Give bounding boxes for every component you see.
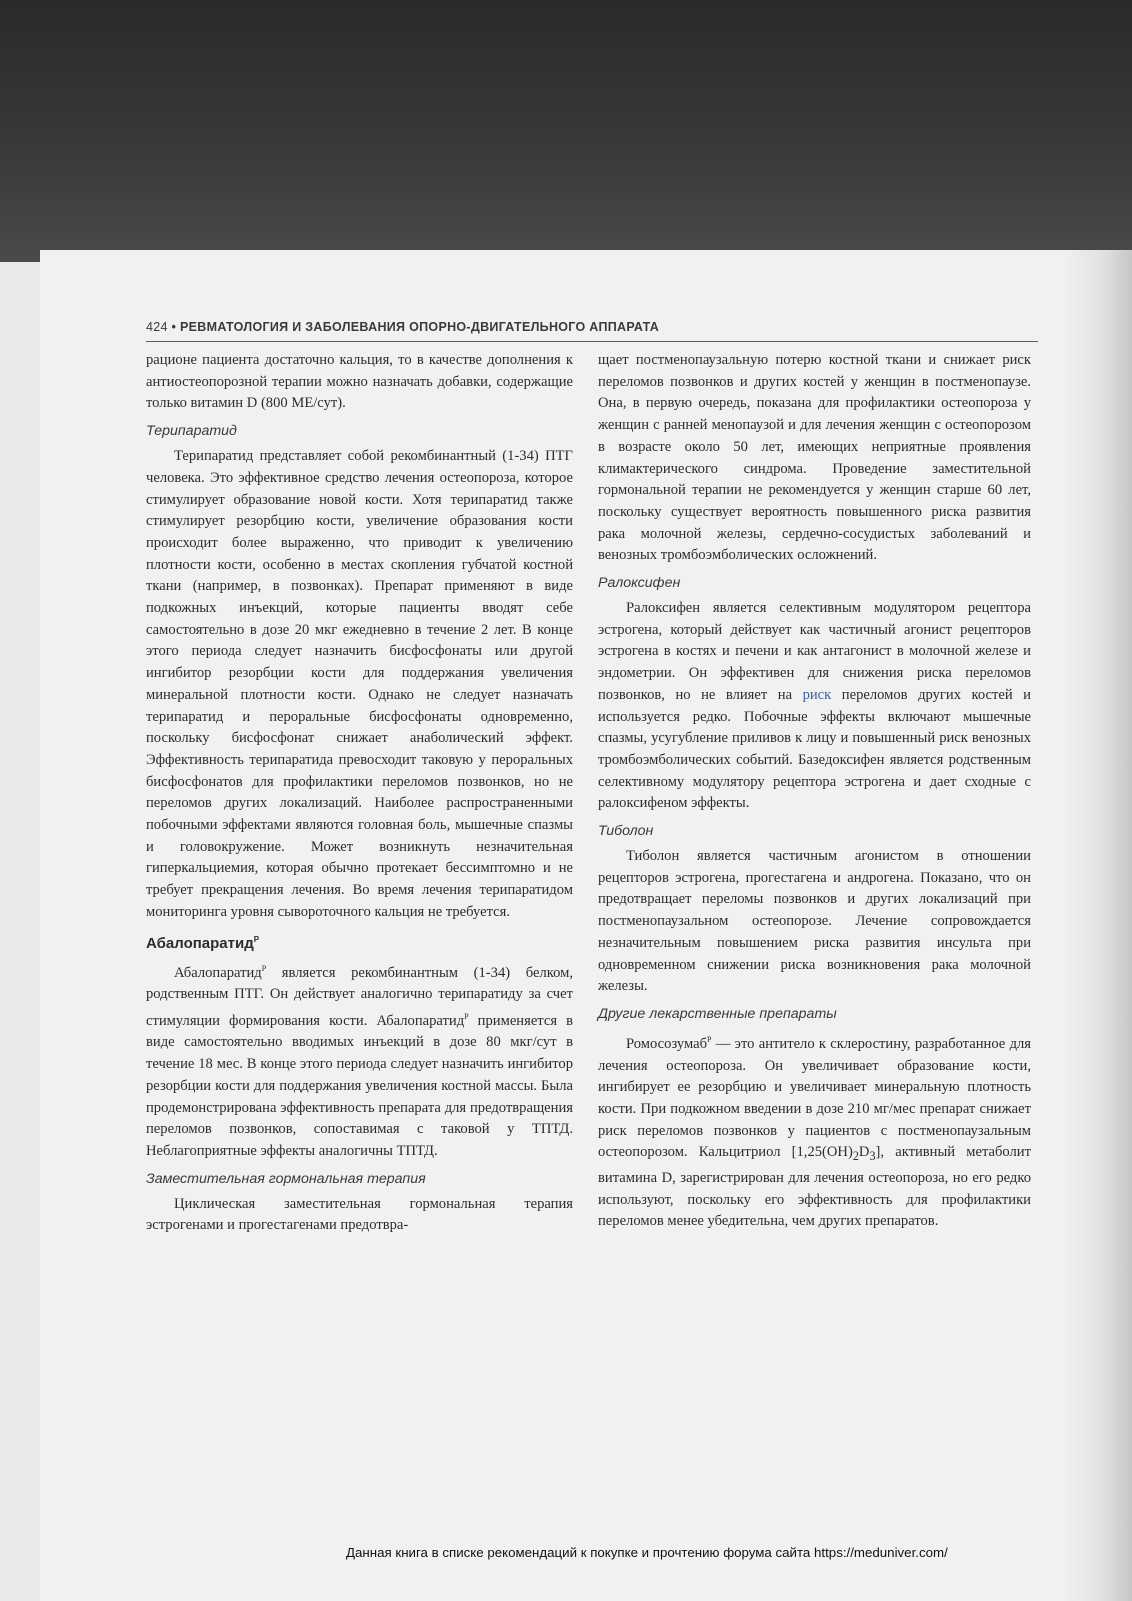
scan-dark-background <box>0 0 1132 262</box>
left-column <box>146 350 573 1237</box>
other-text-1: Ромосозумаб <box>626 1035 708 1052</box>
other-text-4: ], активный метаболит витамина D, зарегистрирован для лечения остеопороза, но его редко используют, поскольку его эффективность для профилактики переломов менее убедительна, чем других препаратов. <box>598 1144 1031 1230</box>
footer-note: Данная книга в списке рекомендаций к покупке и прочтению форума сайта https://meduniver.com/ <box>346 1545 948 1560</box>
paragraph-other-drugs <box>598 1029 1031 1233</box>
heading-abaloparatide-text: Абалопаратид <box>146 934 254 952</box>
paragraph-teriparatide: Терипаратид представляет собой рекомбинантный (1-34) ПТГ человека. Это эффективное средство лечения остеопороза, которое стимулирует образование новой кости. Хотя терипаратид также стимулирует резорбцию кости, увеличение образования кости происходит более выраженно, что приводит к увеличению плотности кости, особенно в местах скопления губчатой костной ткани (например, в позвонках). Препарат применяют в виде подкожных инъекций, которые пациенты вводят себе самостоятельно в дозе 20 мкг ежедневно в течение 2 лет. В конце этого периода следует назначить бисфосфонаты или другой ингибитор резорбции кости для поддержания увеличения минеральной плотности кости. Однако не следует назначать терипаратид и пероральные бисфосфонаты одновременно, поскольку бисфосфонат снижает анаболический эффект. Эффективность терипаратида превосходит таковую у пероральных бисфосфонатов для профилактики переломов позвонков, но не переломов других локализаций. Наиболее распространенными побочными эффектами являются головная боль, мышечные спазмы и головокружение. Может возникнуть незначительная гиперкальциемия, которая обычно протекает бессимптомно и не требует прекращения лечения. Во время лечения терипаратидом мониторинга уровня сывороточного кальция не требуется. <box>146 448 573 920</box>
highlighted-word: риск <box>802 686 832 703</box>
heading-raloxifene: Ралоксифен <box>598 575 681 592</box>
paragraph-raloxifene <box>598 598 1031 815</box>
right-column <box>598 350 1031 1233</box>
registration-mark: Р <box>707 1034 712 1044</box>
heading-abaloparatide <box>146 930 573 954</box>
paragraph-hormone-therapy-continued: щает постменопаузальную потерю костной ткани и снижает риск переломов позвонков и других костей у женщин в постменопаузе. Она, в первую очередь, показана для профилактики остеопороза у женщин с ранней менопаузой и для лечения женщин с остеопорозом в возрасте около 50 лет, имеющих неприятные проявления климактерического синдрома. Проведение заместительной гормональной терапии не рекомендуется у женщин старше 60 лет, поскольку существует вероятность повышенного риска развития рака молочной железы, сердечно-сосудистых заболеваний и венозных тромбоэмболических осложнений. <box>598 352 1031 564</box>
page-binding-shadow <box>1062 250 1132 1601</box>
abalo-text-2: является рекомбинантным (1-34) белком, родственным ПТГ. Он действует аналогично терипаратиду за счет стимуляции формирования кости. Абалопаратид <box>146 964 573 1029</box>
chapter-title: РЕВМАТОЛОГИЯ И ЗАБОЛЕВАНИЯ ОПОРНО-ДВИГАТЕЛЬНОГО АППАРАТА <box>180 320 660 334</box>
paragraph-hormone-therapy: Циклическая заместительная гормональная терапия эстрогенами и прогестагенами предотвра- <box>146 1195 573 1234</box>
paragraph-abaloparatide <box>146 958 573 1163</box>
abalo-text-3: применяется в виде самостоятельно вводимых инъекций в дозе 80 мкг/сут в течение 18 мес. В конце этого периода следует назначить ингибитор резорбции кости для поддержания увеличения костной массы. Была продемонстрирована эффективность препарата для предотвращения переломов позвонков, сопоставимая с таковой у ТПТД. Неблагоприятные эффекты аналогичны ТПТД. <box>146 1012 573 1159</box>
heading-hormone-therapy: Заместительная гормональная терапия <box>146 1170 426 1187</box>
registration-mark: Р <box>253 934 260 944</box>
heading-other-drugs: Другие лекарственные препараты <box>598 1005 837 1022</box>
header-bullet: • <box>171 320 177 334</box>
other-text-3: D <box>858 1144 870 1161</box>
header-rule <box>146 341 1038 342</box>
registration-mark: Р <box>464 1011 469 1021</box>
subscript-2: 2 <box>852 1149 859 1164</box>
registration-mark: Р <box>261 963 267 973</box>
heading-tibolone: Тиболон <box>598 823 654 840</box>
heading-teriparatide: Терипаратид <box>146 423 237 440</box>
ralox-text-1: Ралоксифен является селективным модулятором рецептора эстрогена, который действует как частичный агонист рецепторов эстрогена в костях и печени и как антагонист в молочной железе и эндометрии. Он эффективен для снижения риска переломов позвонков, но не влияет на <box>598 600 1031 703</box>
ralox-text-2: переломов других костей и используется редко. Побочные эффекты включают мышечные спазмы, усугубление приливов к лицу и повышенный риск венозных тромбоэмболических событий. Базедоксифен является родственным селективному модулятору рецептора эстрогена и дает сходные с ралоксифеном эффекты. <box>598 686 1031 812</box>
other-text-2: — это антитело к склеростину, разработанное для лечения остеопороза. Он увеличивает образование кости, ингибирует ее резорбцию и увеличивает минеральную плотность кости. При подкожном введении в дозе 210 мг/мес препарат снижает риск переломов позвонков у пациентов с постменопаузальным остеопорозом. Кальцитриол [1,25(OH) <box>598 1035 1031 1161</box>
paragraph-vitamin-d: рационе пациента достаточно кальция, то в качестве дополнения к антиостеопорозной терапии можно назначать добавки, содержащие только витамин D (800 МЕ/сут). <box>146 352 573 412</box>
subscript-3: 3 <box>869 1149 876 1164</box>
running-head <box>146 320 659 334</box>
page-number: 424 <box>146 320 168 334</box>
paragraph-tibolone: Тиболон является частичным агонистом в отношении рецепторов эстрогена, прогестагена и андрогена. Показано, что он предотвращает переломы позвонков и других локализаций при постменопаузальном остеопорозе. Лечение сопровождается незначительным повышением риска развития инсульта при одновременном снижении риска возникновения рака молочной железы. <box>598 848 1031 995</box>
abalo-text-1: Абалопаратид <box>174 964 262 981</box>
